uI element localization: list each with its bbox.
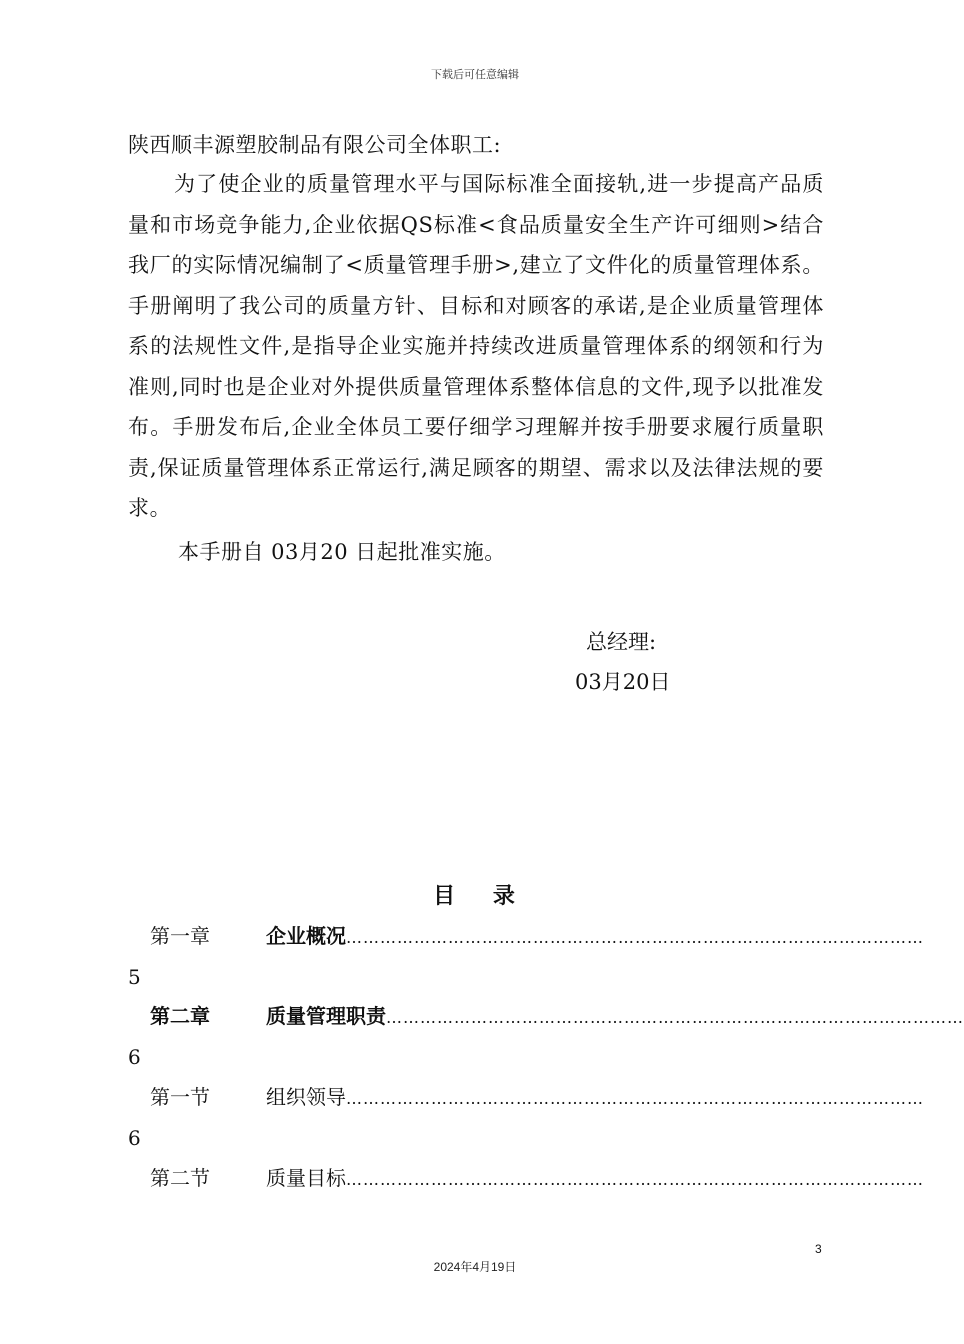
toc-entry-chapter-2[interactable] — [128, 996, 964, 1078]
toc-entry-leader: ………………………………………………………………………………………… — [346, 1089, 924, 1108]
toc-entry-section-1[interactable] — [128, 1077, 924, 1159]
letter-salutation: 陕西顺丰源塑胶制品有限公司全体职工: — [128, 133, 502, 157]
footer-date: 2024年4月19日 — [433, 1260, 517, 1274]
letter-body: 为了使企业的质量管理水平与国际标准全面接轨,进一步提高产品质量和市场竞争能力,企业依据QS标准<食品质量安全生产许可细则>结合我厂的实际情况编制了<质量管理手册>,建立了文件化的质量管理体系。手册阐明了我公司的质量方针、目标和对顾客的承诺,是企业质量管理体系的法规性文件,是指导企业实施并持续改进质量管理体系的纲领和行为准则,同时也是企业对外提供质量管理体系整体信息的文件,现予以批准发布。手册发布后,企业全体员工要仔细学习理解并按手册要求履行质量职责,保证质量管理体系正常运行,满足顾客的期望、需求以及法律法规的要求。 — [128, 172, 824, 520]
toc-entry-leader: ………………………………………………………………………………………… — [346, 1170, 924, 1189]
signer-title: 总经理: — [586, 630, 657, 654]
toc-entry-page — [128, 1198, 824, 1238]
toc-entry-page: 6 — [128, 1045, 141, 1069]
toc-entry-page: 5 — [128, 965, 141, 989]
toc-entry-section-2[interactable] — [128, 1158, 924, 1240]
toc-entry-title: 企业概况 — [266, 924, 346, 948]
toc-entry-title: 质量管理职责 — [266, 1004, 386, 1028]
toc-entry-label: 第二章 — [150, 1004, 210, 1028]
toc-entry-leader: ………………………………………………………………………………………… — [346, 928, 924, 947]
toc-entry-leader: ………………………………………………………………………………………… — [386, 1008, 964, 1027]
signature-date: 03月20日 — [575, 670, 671, 694]
toc-entry-label: 第一章 — [150, 924, 210, 948]
toc-title: 目 录 — [433, 883, 517, 909]
page-number: 3 — [815, 1242, 822, 1256]
toc-entry-label: 第一节 — [150, 1085, 210, 1109]
toc-entry-label: 第二节 — [150, 1166, 210, 1190]
toc-entry-title: 组织领导 — [266, 1085, 346, 1109]
toc-entry-page: 6 — [128, 1126, 141, 1150]
toc-entry-chapter-1[interactable] — [128, 916, 924, 998]
header-note: 下载后可任意编辑 — [431, 69, 519, 81]
effective-date-line: 本手册自 03月20 日起批准实施。 — [178, 540, 506, 564]
toc-entry-title: 质量目标 — [266, 1166, 346, 1190]
